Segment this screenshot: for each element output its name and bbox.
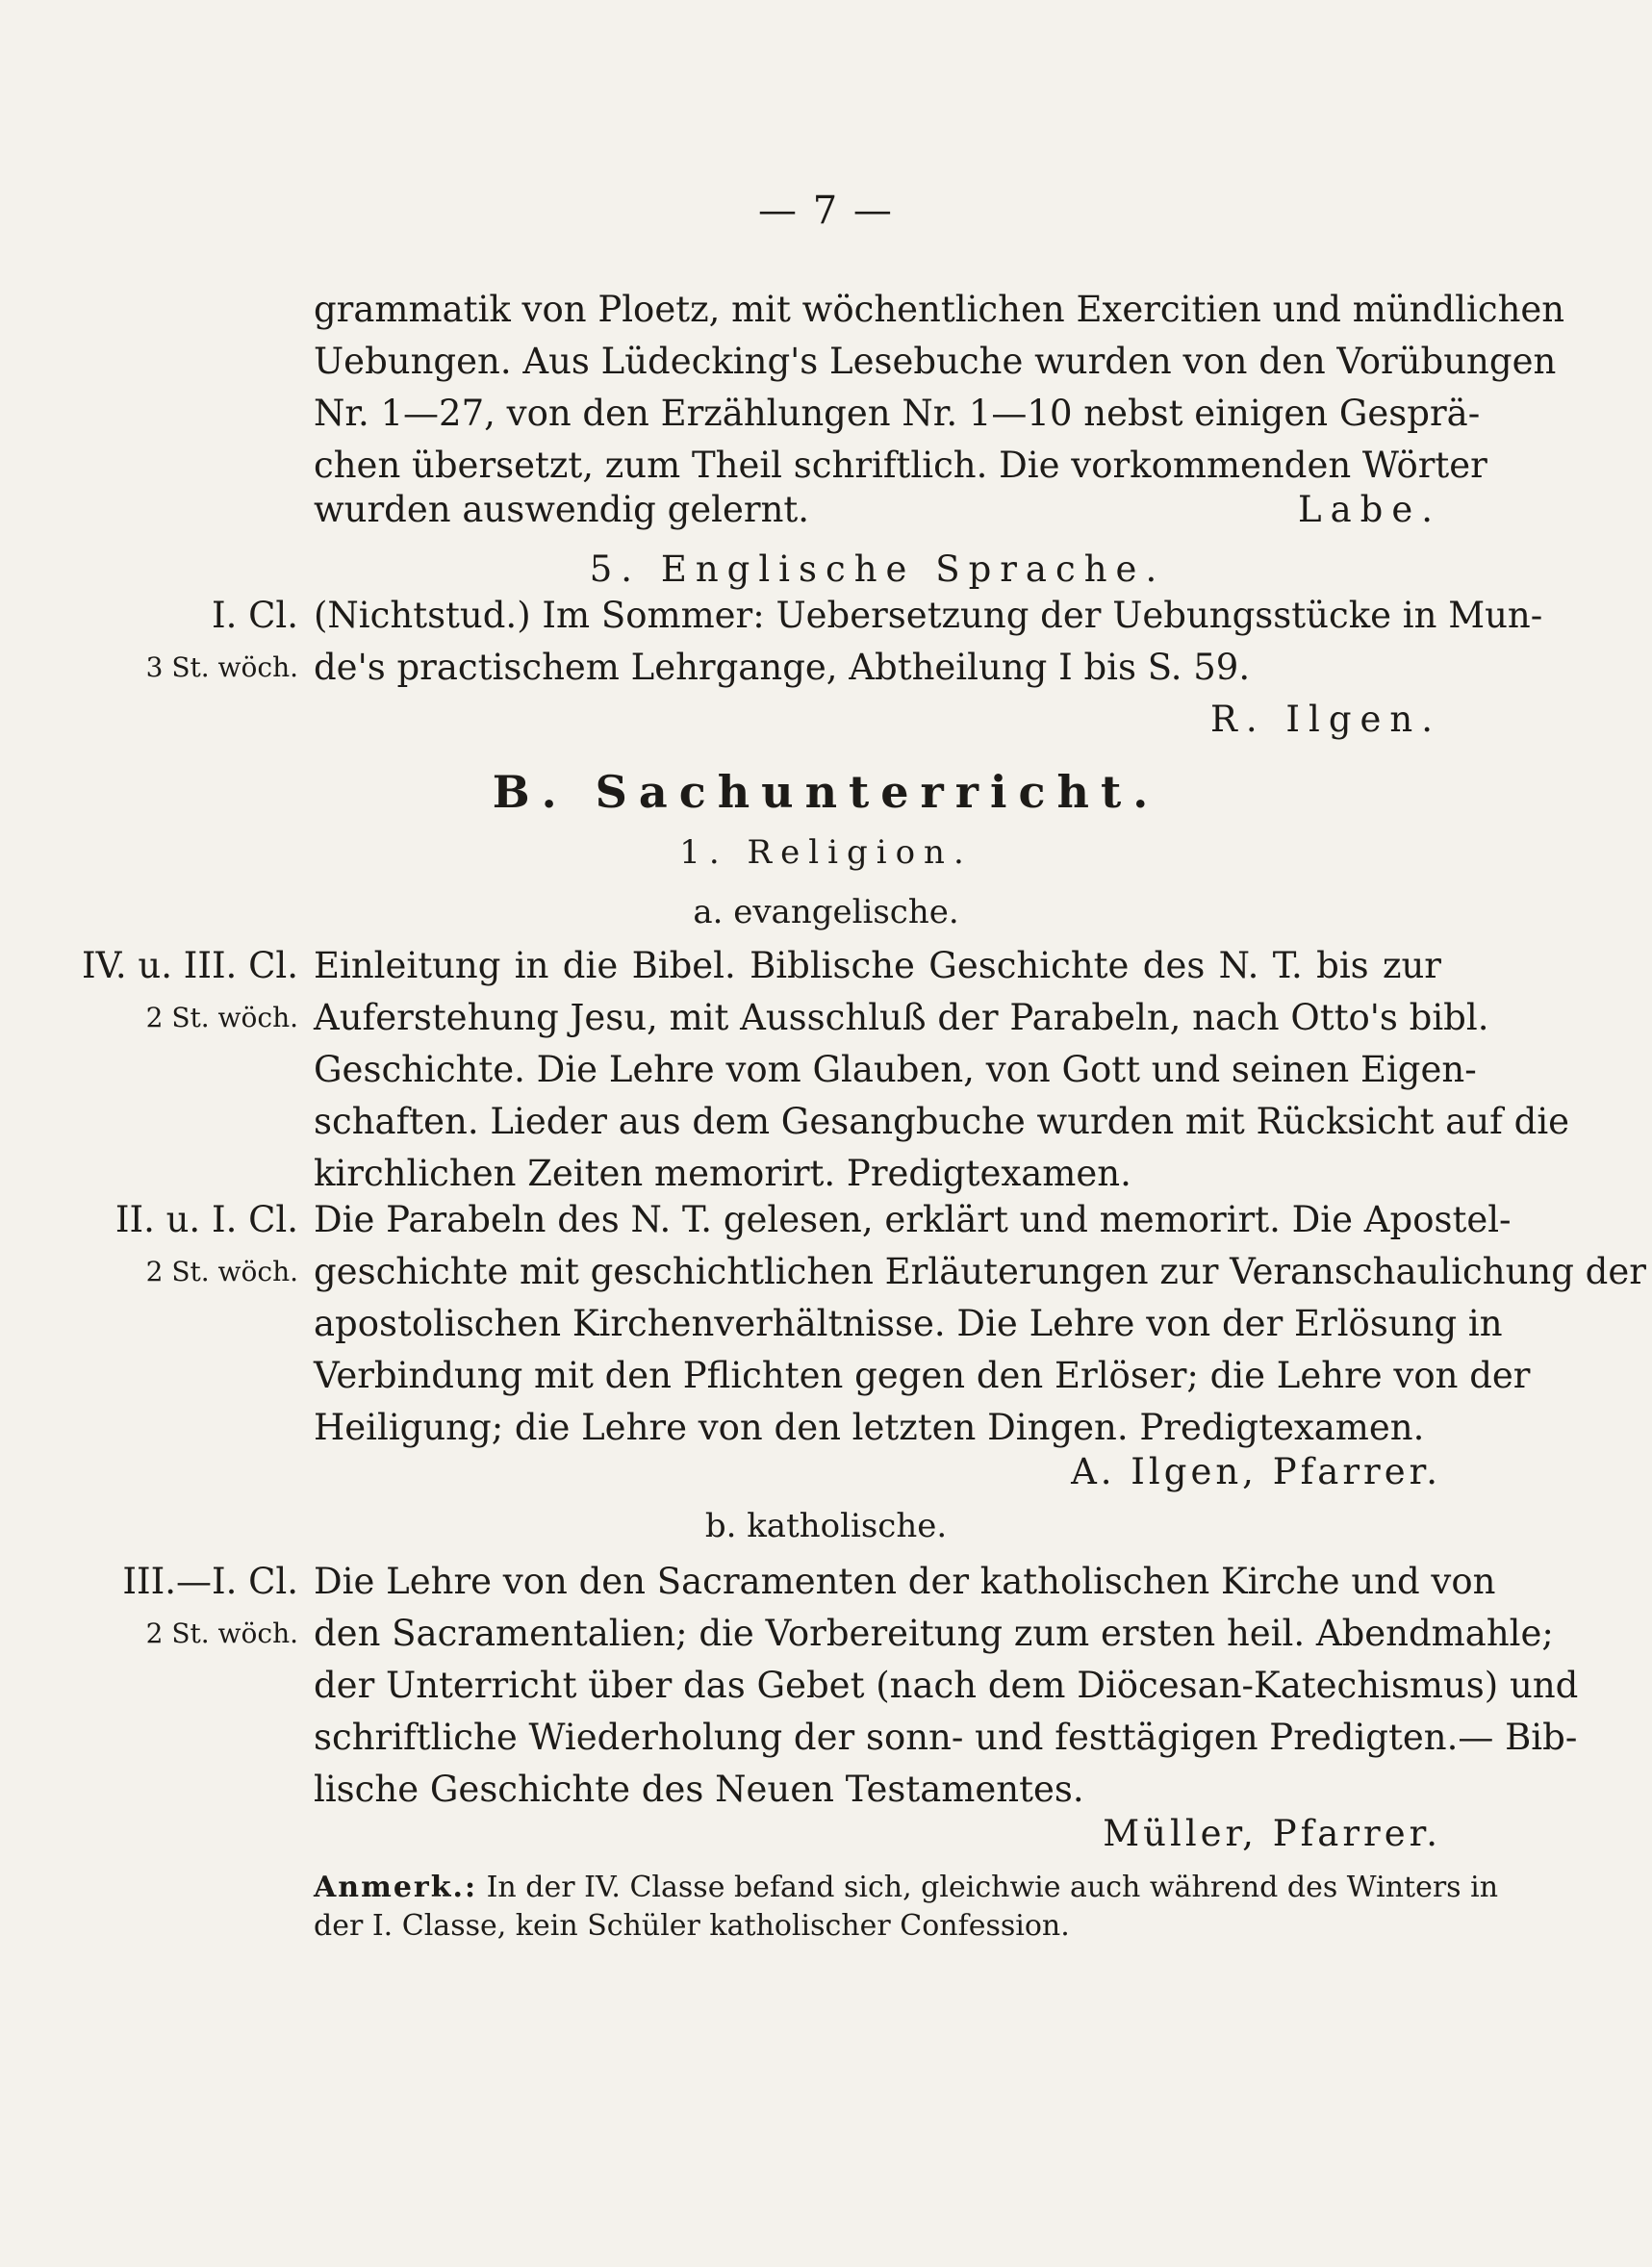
class-label: III.—I. Cl. — [122, 1561, 298, 1602]
text-line: wurden auswendig gelernt. — [314, 489, 810, 530]
section-heading: B. Sachunterricht. — [492, 766, 1160, 818]
text-line: Auferstehung Jesu, mit Ausschluß der Parabeln, nach Otto's bibl. — [314, 997, 1489, 1038]
teacher-signature: Müller, Pfarrer. — [1103, 1813, 1441, 1854]
teacher-signature: R. Ilgen. — [1209, 699, 1441, 740]
text-line: schriftliche Wiederholung der sonn- und festtägigen Predigten.— Bib- — [314, 1717, 1578, 1758]
hours-label: 3 St. wöch. — [145, 651, 298, 683]
page-number: — 7 — — [758, 189, 894, 233]
footnote — [314, 1869, 1499, 1907]
subject-heading: 5. Englische Sprache. — [589, 548, 1166, 590]
class-label: I. Cl. — [211, 595, 298, 636]
text-line: Heiligung; die Lehre von den letzten Dingen. Predigtexamen. — [314, 1407, 1425, 1448]
section-subheading: 1. Religion. — [679, 833, 973, 872]
text-line: Uebungen. Aus Lüdecking's Lesebuche wurden von den Vorübungen — [314, 341, 1557, 382]
text-line: de's practischem Lehrgange, Abtheilung I bis S. 59. — [314, 647, 1251, 688]
text-line: kirchlichen Zeiten memorirt. Predigtexamen. — [314, 1153, 1131, 1194]
class-label: II. u. I. Cl. — [114, 1199, 298, 1240]
confession-heading: a. evangelische. — [693, 893, 959, 931]
text-line: (Nichtstud.) Im Sommer: Uebersetzung der Uebungsstücke in Mun- — [314, 595, 1543, 636]
text-line: lische Geschichte des Neuen Testamentes. — [314, 1769, 1084, 1810]
text-line: geschichte mit geschichtlichen Erläuterungen zur Veranschaulichung der — [314, 1251, 1646, 1292]
footnote-label: Anmerk.: — [314, 1871, 478, 1904]
text-line: Einleitung in die Bibel. Biblische Geschichte des N. T. bis zur — [314, 945, 1441, 986]
text-line: apostolischen Kirchenverhältnisse. Die Lehre von der Erlösung in — [314, 1303, 1503, 1344]
text-line: Nr. 1—27, von den Erzählungen Nr. 1—10 nebst einigen Gesprä- — [314, 393, 1481, 434]
class-label: IV. u. III. Cl. — [81, 945, 298, 986]
hours-label: 2 St. wöch. — [145, 1256, 298, 1287]
teacher-signature: Labe. — [1298, 489, 1441, 530]
text-line: grammatik von Ploetz, mit wöchentlichen Exercitien und mündlichen — [314, 289, 1565, 330]
footnote-text: In der IV. Classe befand sich, gleichwie auch während des Winters in — [486, 1871, 1499, 1904]
hours-label: 2 St. wöch. — [145, 1617, 298, 1649]
hours-label: 2 St. wöch. — [145, 1002, 298, 1033]
text-line: Geschichte. Die Lehre vom Glauben, von Gott und seinen Eigen- — [314, 1049, 1477, 1090]
footnote-continuation: der I. Classe, kein Schüler katholischer Confession. — [314, 1909, 1070, 1943]
text-line: Verbindung mit den Pflichten gegen den Erlöser; die Lehre von der — [314, 1355, 1531, 1396]
text-line: Die Lehre von den Sacramenten der katholischen Kirche und von — [314, 1561, 1496, 1602]
confession-heading: b. katholische. — [704, 1507, 948, 1545]
text-line: chen übersetzt, zum Theil schriftlich. Die vorkommenden Wörter — [314, 445, 1487, 486]
teacher-signature: A. Ilgen, Pfarrer. — [1071, 1451, 1441, 1492]
text-line: Die Parabeln des N. T. gelesen, erklärt und memorirt. Die Apostel- — [314, 1199, 1512, 1240]
text-line: der Unterricht über das Gebet (nach dem Diöcesan-Katechismus) und — [314, 1665, 1579, 1706]
text-line: den Sacramentalien; die Vorbereitung zum ersten heil. Abendmahle; — [314, 1613, 1554, 1654]
text-line: schaften. Lieder aus dem Gesangbuche wurden mit Rücksicht auf die — [314, 1101, 1570, 1142]
